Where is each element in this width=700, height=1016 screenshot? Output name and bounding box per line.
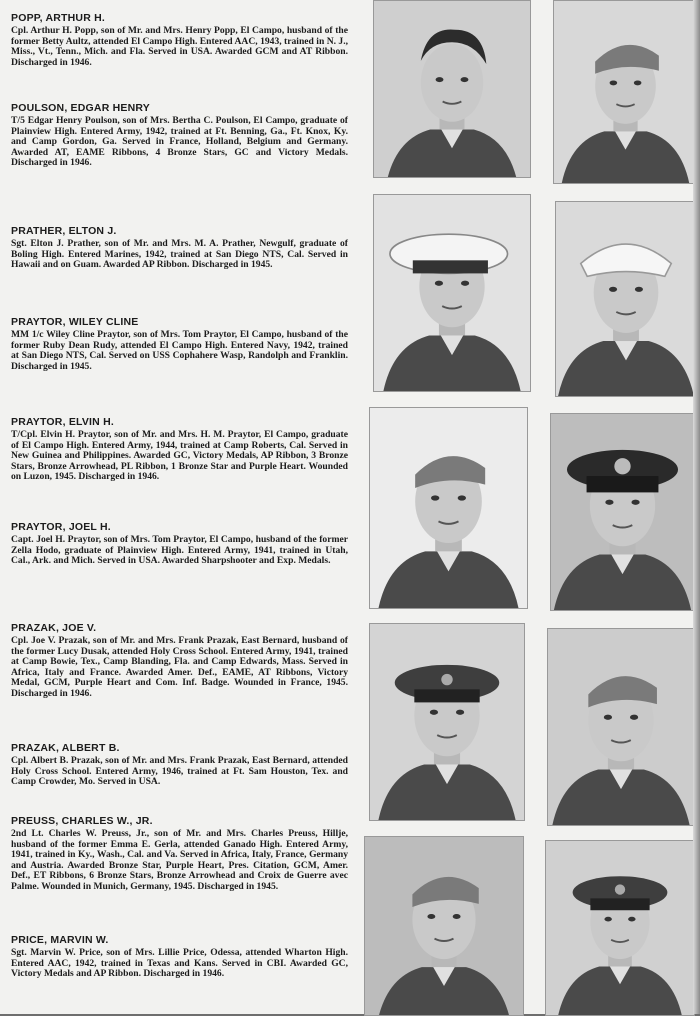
portrait-image [548,629,694,825]
entry-elvin-praytor [11,416,348,483]
entry-name: PRAYTOR, ELVIN H. [11,416,114,428]
portrait-joe-prazak [369,623,525,821]
portrait-image [556,202,696,396]
entry-bio: T/5 Edgar Henry Poulson, son of Mrs. Bertha C. Poulson, El Campo, graduate of Plainview High. Entered Army, 1942, trained at Ft. Benning, Ga., Ft. Knox, Ky. and Camp Gordon, Ga. Served in France, Holland, Belgium and Germany. Awarded AT, EAME Ribbons, 4 Bronze Stars, GC and Victory Medals. Discharged in 1946. [11,115,348,169]
entry-bio: Capt. Joel H. Praytor, son of Mrs. Tom Praytor, El Campo, husband of the former Zella Hodo, graduate of Plainview High. Entered Army, 1941, trained in Utah, Cal., Ark. and Mich. Served in USA. Awarded Sharpshooter and Exp. Medals. [11,534,348,567]
entry-name: PRAYTOR, WILEY CLINE [11,316,139,328]
entry-poulson [11,102,348,169]
portrait-image [546,841,694,1015]
portrait-prather [373,194,531,392]
entry-name: PRICE, MARVIN W. [11,934,109,946]
entry-bio: Sgt. Elton J. Prather, son of Mr. and Mrs. M. A. Prather, Newgulf, graduate of Boling High. Entered Marines, 1942, trained at San Diego NTS, Cal. Served in Hawaii and on Guam. Awarded AP Ribbon. Discharged in 1945. [11,238,348,271]
portrait-image [551,414,694,610]
entry-preuss [11,815,348,893]
entry-bio: 2nd Lt. Charles W. Preuss, Jr., son of Mr. and Mrs. Charles Preuss, Hillje, husband of the former Emma E. Gerla, attended Ganado High. Entered Army, 1941, trained in Ky., Wash., Cal. and Va. Served in Africa, Italy, France, Germany and Austria. Awarded Bronze Star, Purple Heart, Pres. Citation, GCM, Amer. Def., ET Ribbons, 6 Bronze Stars, Bronze Arrowhead and Croix de Guerre avec Palme. Wounded in Munich, Germany, 1945. Discharged in 1945. [11,828,348,892]
entry-name: PRAZAK, ALBERT B. [11,742,120,754]
entry-name: POULSON, EDGAR HENRY [11,102,150,114]
portrait-image [554,1,697,183]
entry-bio: Sgt. Marvin W. Price, son of Mrs. Lillie Price, Odessa, attended Wharton High. Entered AAC, 1942, trained in Texas and Kans. Served in CBI. Awarded GC, Victory Medals and AP Ribbon. Discharged in 1946. [11,947,348,980]
entry-name: POPP, ARTHUR H. [11,12,106,24]
portrait-preuss [364,836,524,1016]
portrait-image [374,1,530,177]
portrait-poulson [553,0,698,184]
portrait-image [365,837,523,1015]
entry-prather [11,225,348,271]
portrait-joel-praytor [550,413,695,611]
entry-bio: T/Cpl. Elvin H. Praytor, son of Mr. and Mrs. H. M. Praytor, El Campo, graduate of El Campo High. Entered Army, 1944, trained at Camp Roberts, Cal. Served in New Guinea and Philippines. Awarded GC, Victory Medals, AP Ribbon, 3 Bronze Stars, Bronze Arrowhead, PL Ribbon, 1 Bronze Star and Purple Heart. Wounded on Luzon, 1945. Discharged in 1946. [11,429,348,483]
entry-price [11,934,348,980]
portrait-image [374,195,530,391]
entry-albert-prazak [11,742,348,788]
entry-bio: Cpl. Albert B. Prazak, son of Mr. and Mrs. Frank Prazak, East Bernard, attended Holy Cross School. Entered Army, 1946, trained at Ft. Sam Houston, Tex. and Camp Crowder, Mo. Served in USA. [11,755,348,788]
entry-popp [11,12,348,68]
portrait-popp [373,0,531,178]
entry-name: PRAZAK, JOE V. [11,622,97,634]
page-gutter [693,0,700,1014]
entry-joel-praytor [11,521,348,567]
entry-joe-prazak [11,622,348,700]
entry-bio: Cpl. Arthur H. Popp, son of Mr. and Mrs. Henry Popp, El Campo, husband of the former Betty Aultz, attended El Campo High. Entered AAC, 1943, trained in N. J., Miss., Vt., Tenn., Mich. and Fla. Served in USA. Awarded GCM and AT Ribbon. Discharged in 1946. [11,25,349,68]
entry-name: PRAYTOR, JOEL H. [11,521,111,533]
entry-name: PREUSS, CHARLES W., JR. [11,815,153,827]
portrait-image [370,408,527,608]
entry-bio: Cpl. Joe V. Prazak, son of Mr. and Mrs. Frank Prazak, East Bernard, husband of the former Lucy Dusak, attended Holy Cross School. Entered Army, 1941, trained at Camp Bowie, Tex., Camp Blanding, Fla. and Camp Edwards, Mass. Served in Africa, Italy and France. Awarded Amer. Def., EAME, AT Ribbons, Victory Medal, GCM, Purple Heart and Com. Inf. Badge. Wounded in France, 1945. Discharged in 1946. [11,635,348,699]
entry-wiley-praytor [11,316,348,372]
portrait-price [545,840,695,1016]
portrait-elvin-praytor [369,407,528,609]
entry-bio: MM 1/c Wiley Cline Praytor, son of Mrs. Tom Praytor, El Campo, husband of the former Ruby Dean Rudy, attended El Campo High. Entered Navy, 1942, trained at San Diego NTS, Cal. Served on USS Cophahere Wasp, Randolph and Franklin. Discharged in 1945. [11,329,348,372]
portrait-image [370,624,524,820]
entry-name: PRATHER, ELTON J. [11,225,117,237]
portrait-albert-prazak [547,628,695,826]
portrait-wiley-praytor [555,201,697,397]
